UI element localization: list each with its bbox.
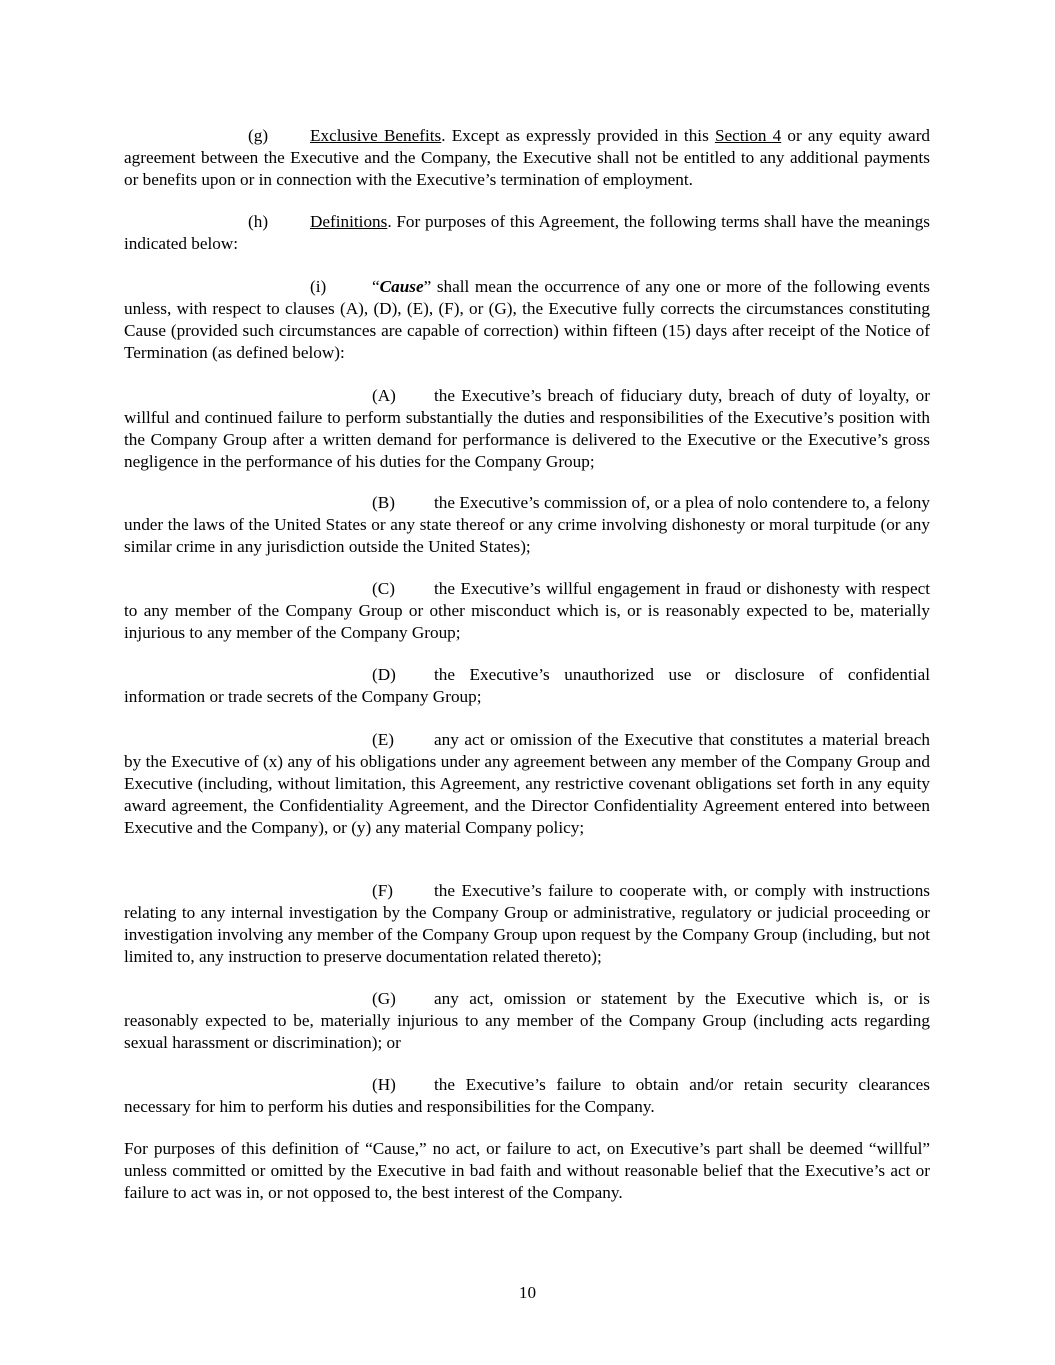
- clause-label: (C): [372, 579, 395, 598]
- clause-a-paragraph: [124, 385, 930, 473]
- clause-label: (E): [372, 730, 394, 749]
- clause-text: the Executive’s breach of fiduciary duty, breach of duty of loyalty, or willful and continued failure to perform substantially the duties and responsibilities of the Executive’s position with the Company Group after a written demand for performance is delivered to the Executive or the Executive’s gross negligence in the performance of his duties for the Company Group;: [124, 386, 930, 471]
- definition-i-text: ” shall mean the occurrence of any one or more of the following events unless, with respect to clauses (A), (D), (E), (F), or (G), the Executive fully corrects the circumstances constituting Cause (provided such circumstances are capable of correction) within fifteen (15) days after receipt of the Notice of Termination (as defined below):: [124, 277, 930, 362]
- clause-label: (D): [372, 665, 396, 684]
- section-g-label: (g): [248, 126, 269, 145]
- clause-text: any act, omission or statement by the Executive which is, or is reasonably expected to be, materially injurious to any member of the Company Group (including acts regarding sexual harassment or discrimination); or: [124, 989, 930, 1052]
- definition-i-label: (i): [310, 277, 327, 296]
- section-4-reference: Section 4: [714, 126, 782, 145]
- section-h-label: (h): [248, 212, 269, 231]
- clause-label: (F): [372, 881, 394, 900]
- clause-text: any act or omission of the Executive that constitutes a material breach by the Executive of (x) any of his obligations under any agreement between any member of the Company Group and Executive (including, without limitation, this Agreement, any restrictive covenant obligations set forth in any equity award agreement, the Confidentiality Agreement, and the Director Confidentiality Agreement entered into between Executive and the Company), or (y) any material Company policy;: [124, 730, 930, 837]
- clause-g-paragraph: [124, 988, 930, 1054]
- definition-i-open-quote: “: [372, 277, 380, 296]
- clause-e-paragraph: [124, 729, 930, 839]
- clause-text: the Executive’s failure to cooperate with, or comply with instructions relating to any internal investigation by the Company Group or administrative, regulatory or judicial proceeding or investigation involving any member of the Company Group upon request by the Company Group (including, but not limited to, any instruction to preserve documentation related thereto);: [124, 881, 930, 966]
- section-h-paragraph: [124, 211, 930, 255]
- clause-text: the Executive’s failure to obtain and/or retain security clearances necessary for him to perform his duties and responsibilities for the Company.: [124, 1075, 930, 1116]
- section-g-text-pre: . Except as expressly provided in this: [441, 126, 715, 145]
- clause-text: the Executive’s unauthorized use or disclosure of confidential information or trade secrets of the Company Group;: [124, 665, 930, 706]
- clause-text: the Executive’s commission of, or a plea of nolo contendere to, a felony under the laws of the United States or any state thereof or any crime involving dishonesty or moral turpitude (or any similar crime in any jurisdiction outside the United States);: [124, 493, 930, 556]
- willful-definition-paragraph: For purposes of this definition of “Cause,” no act, or failure to act, on Executive’s part shall be deemed “willful” unless committed or omitted by the Executive in bad faith and without reasonable belief that the Executive’s act or failure to act was in, or not opposed to, the best interest of the Company.: [124, 1139, 930, 1202]
- page-number: 10: [518, 1283, 537, 1302]
- clause-label: (A): [372, 386, 396, 405]
- section-h-text: . For purposes of this Agreement, the following terms shall have the meanings indicated below:: [124, 212, 930, 253]
- clause-c-paragraph: [124, 578, 930, 644]
- section-g-text-post: or any equity award agreement between the Executive and the Company, the Executive shall not be entitled to any additional payments or benefits upon or in connection with the Executive’s termination of employment.: [124, 126, 931, 189]
- clause-b-paragraph: [124, 492, 930, 558]
- section-g-paragraph: [124, 125, 930, 191]
- clause-label: (H): [372, 1075, 396, 1094]
- clause-text: the Executive’s willful engagement in fraud or dishonesty with respect to any member of the Company Group or other misconduct which is, or is reasonably expected to be, materially injurious to any member of the Company Group;: [124, 579, 930, 642]
- section-h-heading: Definitions: [310, 212, 388, 231]
- clause-d-paragraph: [124, 664, 930, 708]
- clause-label: (B): [372, 493, 395, 512]
- clause-label: (G): [372, 989, 396, 1008]
- defined-term-cause: Cause: [379, 277, 424, 296]
- clause-h-paragraph: [124, 1074, 930, 1118]
- definition-i-paragraph: [124, 276, 930, 364]
- section-g-heading: Exclusive Benefits: [310, 126, 442, 145]
- clause-f-paragraph: [124, 880, 930, 968]
